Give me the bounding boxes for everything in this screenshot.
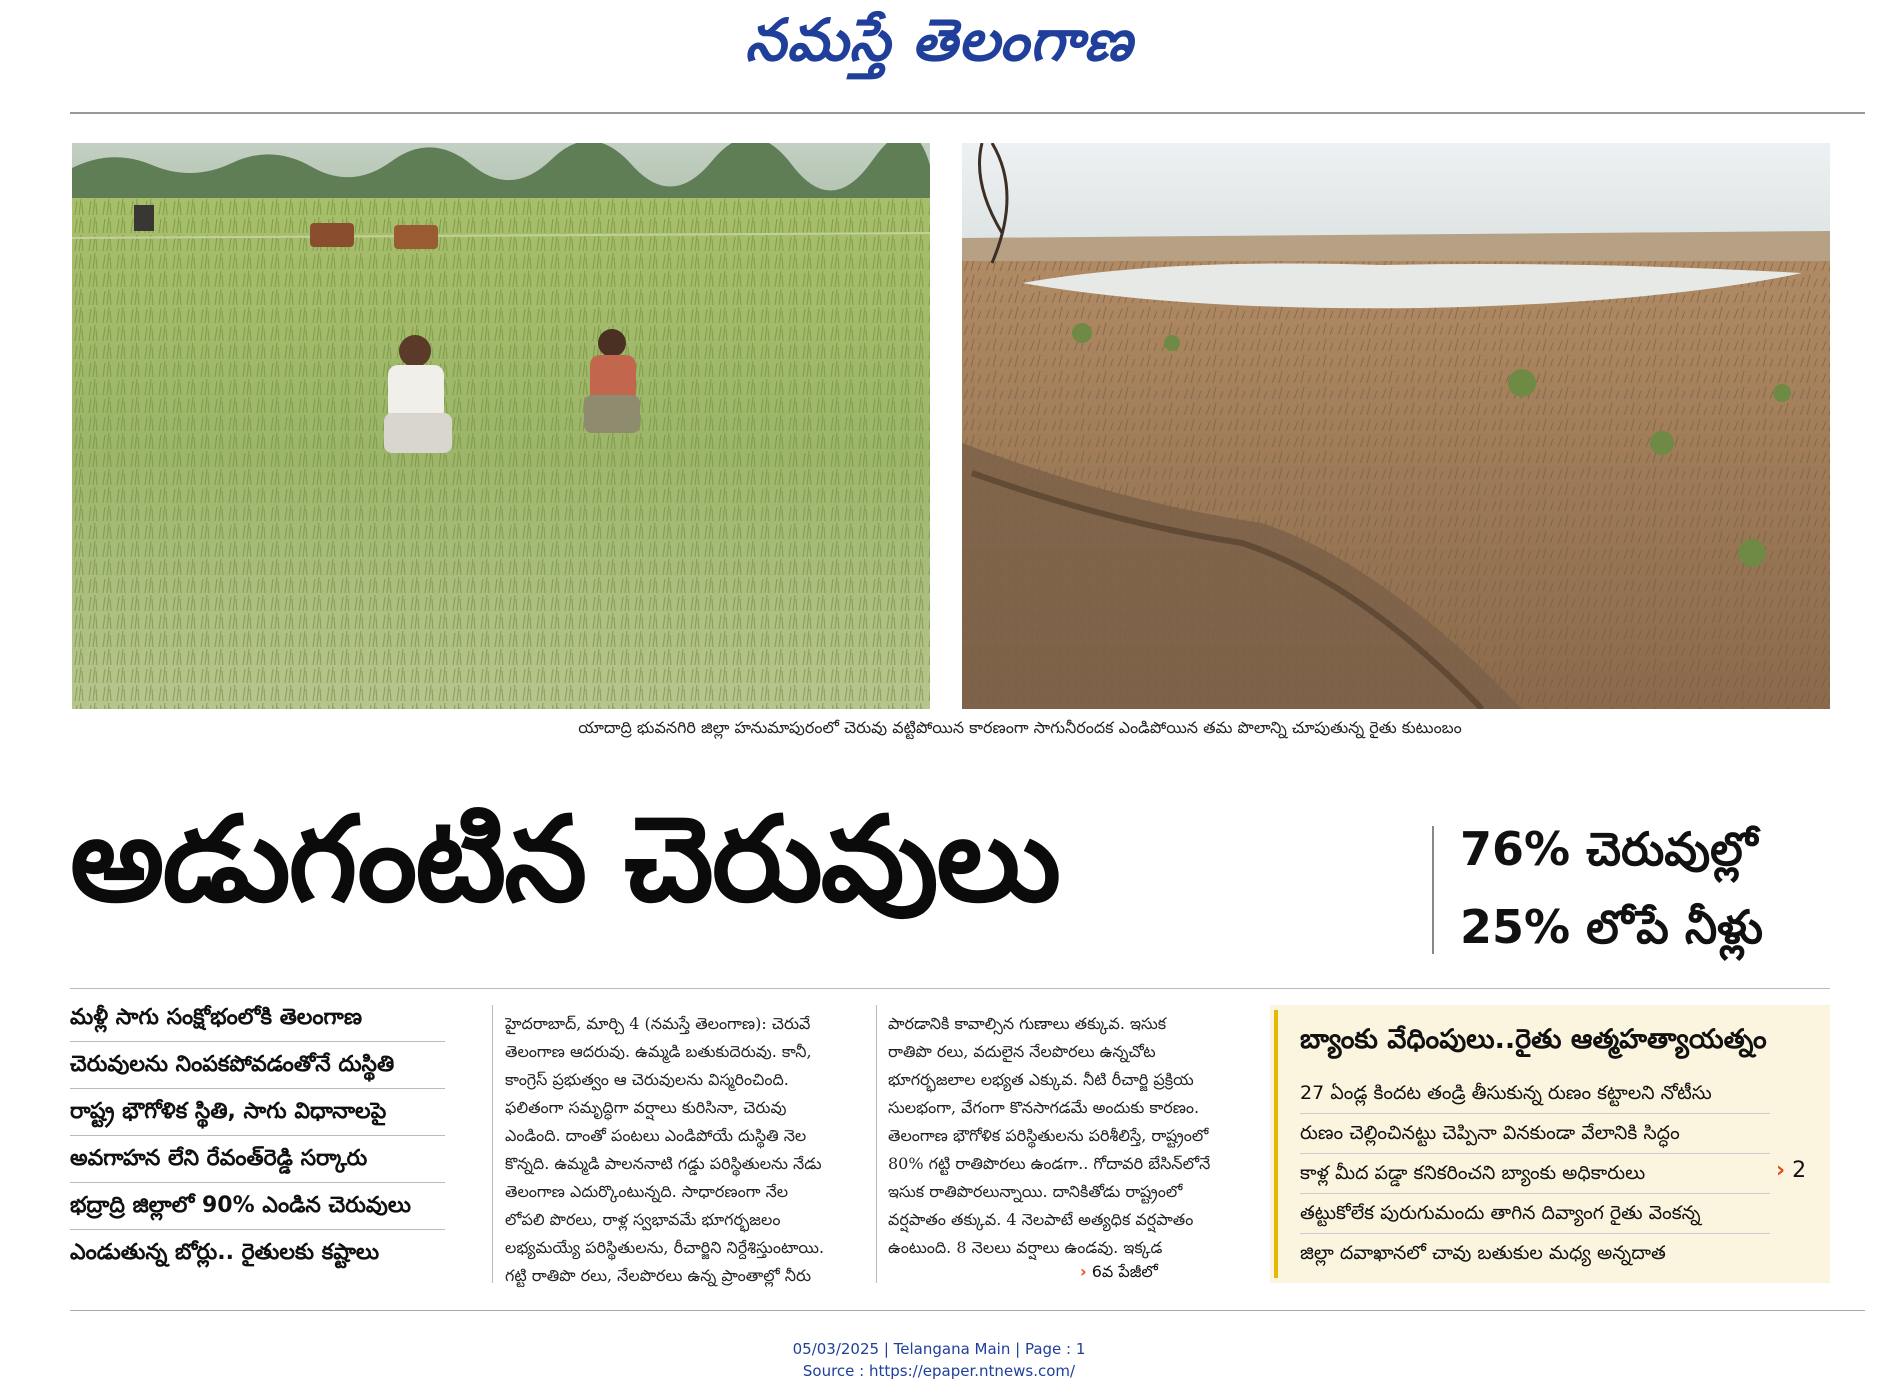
subhead-line-2: 25% లోపే నీళ్లు bbox=[1460, 900, 1763, 954]
masthead-rule bbox=[70, 112, 1865, 114]
subhead-line-1: 76% చెరువుల్లో bbox=[1460, 822, 1758, 876]
article-column-2 bbox=[888, 1010, 1213, 1260]
highlight-item: చెరువులను నింపకపోవడంతోనే దుస్థితి bbox=[70, 1052, 445, 1089]
continued-label: 6వ పేజీలో bbox=[1091, 1262, 1158, 1281]
article-text: హైదరాబాద్, మార్చి 4 (నమస్తే తెలంగాణ): చెరువే తెలంగాణ ఆదరువు. ఉమ్మడి బతుకుదెరువు. కానీ, కాంగ్రెస్ ప్రభుత్వం ఆ చెరువులను విస్మరించింది. ఫలితంగా సమృద్ధిగా వర్షాలు కురిసినా, చెరువు ఎండింది. దాంతో పంటలు ఎండిపోయే దుస్థితి నెల కొన్నది. ఉమ్మడి పాలననాటి గడ్డు పరిస్థితులను నేడు తెలంగాణ ఎదుర్కొంటున్నది. సాధారణంగా నేల లోపలి పొరలు, రాళ్ల స్వభావమే భూగర్భజలం లభ్యమయ్యే పరిస్థితులను, రీచార్జిని నిర్దేశిస్తుంటాయి. గట్టి రాతిపొ రలు, నేలపొరలు ఉన్న ప్రాంతాల్లో నీరు bbox=[505, 1014, 825, 1285]
sidebar-accent bbox=[1274, 1010, 1278, 1278]
article-column-1 bbox=[505, 1010, 830, 1288]
continue-arrow-icon: › bbox=[1080, 1262, 1087, 1281]
highlight-item: రాష్ట్ర భౌగోళిక స్థితి, సాగు విధానాలపై bbox=[70, 1099, 445, 1136]
page-ref-number: 2 bbox=[1792, 1158, 1807, 1183]
highlight-item: అవగాహన లేని రేవంత్‌రెడ్డి సర్కారు bbox=[70, 1146, 445, 1183]
dry-lake-photo bbox=[962, 143, 1830, 709]
continued-link[interactable] bbox=[1080, 1262, 1158, 1285]
sidebar-line: 27 ఏండ్ల కిందట తండ్రి తీసుకున్న రుణం కట్టాలని నోటీసు bbox=[1300, 1082, 1770, 1114]
headline: అడుగంటిన చెరువులు bbox=[70, 790, 1059, 928]
sidebar-line: కాళ్ల మీద పడ్డా కనికరించని బ్యాంకు అధికారులు bbox=[1300, 1162, 1770, 1194]
headline-divider bbox=[1432, 826, 1434, 954]
sidebar-line: జిల్లా దవాఖానలో చావు బతుకుల మధ్య అన్నదాత bbox=[1300, 1242, 1666, 1264]
paddy-field-photo bbox=[72, 143, 930, 709]
footer-rule bbox=[70, 1310, 1865, 1311]
article-text: పారడానికి కావాల్సిన గుణాలు తక్కువ. ఇసుక రాతిపొ రలు, వదులైన నేలపొరలు ఉన్నచోట భూగర్భజలాల లభ్యత ఎక్కువ. నీటి రీచార్జి ప్రక్రియ సులభంగా, వేగంగా కొనసాగడమే అందుకు కారణం. తెలంగాణ భౌగోళిక పరిస్థితులను పరిశీలిస్తే, రాష్ట్రంలో 80% గట్టి రాతిపొరలు ఉండగా.. గోదావరి బేసిన్‌లోనే ఇసుక రాతిపొరలున్నాయి. దానికితోడు రాష్ట్రంలో వర్షపాతం తక్కువ. 4 నెలపాటే అత్యధిక వర్షపాతం ఉంటుంది. 8 నెలలు వర్షాలు ఉండవు. ఇక్కడ bbox=[888, 1014, 1211, 1257]
footer-edition: 05/03/2025 | Telangana Main | Page : 1 bbox=[792, 1340, 1086, 1358]
photo-caption: యాదాద్రి భువనగిరి జిల్లా హనుమాపురంలో చెరువు వట్టిపోయిన కారణంగా సాగునీరందక ఎండిపోయిన తమ పొలాన్ని చూపుతున్న రైతు కుటుంబం bbox=[578, 718, 1462, 737]
section-rule bbox=[70, 988, 1830, 989]
sidebar-line: రుణం చెల్లించినట్టు చెప్పినా వినకుండా వేలానికి సిద్ధం bbox=[1300, 1122, 1770, 1154]
footer-source[interactable]: Source : https://epaper.ntnews.com/ bbox=[802, 1362, 1076, 1380]
sidebar-line: తట్టుకోలేక పురుగుమందు తాగిన దివ్యాంగ రైతు వెంకన్న bbox=[1300, 1202, 1770, 1234]
sidebar-title: బ్యాంకు వేధింపులు..రైతు ఆత్మహత్యాయత్నం bbox=[1300, 1024, 1767, 1055]
column-separator bbox=[492, 1005, 493, 1283]
masthead: నమస్తే తెలంగాణ bbox=[745, 6, 1133, 74]
footer bbox=[0, 1338, 1878, 1382]
column-separator bbox=[876, 1005, 877, 1283]
page-ref-link[interactable] bbox=[1776, 1158, 1806, 1183]
highlight-item: ఎండుతున్న బోర్లు.. రైతులకు కష్టాలు bbox=[70, 1240, 380, 1265]
page-ref-arrow-icon: › bbox=[1776, 1158, 1786, 1183]
highlight-item: మళ్లీ సాగు సంక్షోభంలోకి తెలంగాణ bbox=[70, 1005, 445, 1042]
highlight-item: భద్రాద్రి జిల్లాలో 90% ఎండిన చెరువులు bbox=[70, 1193, 445, 1230]
